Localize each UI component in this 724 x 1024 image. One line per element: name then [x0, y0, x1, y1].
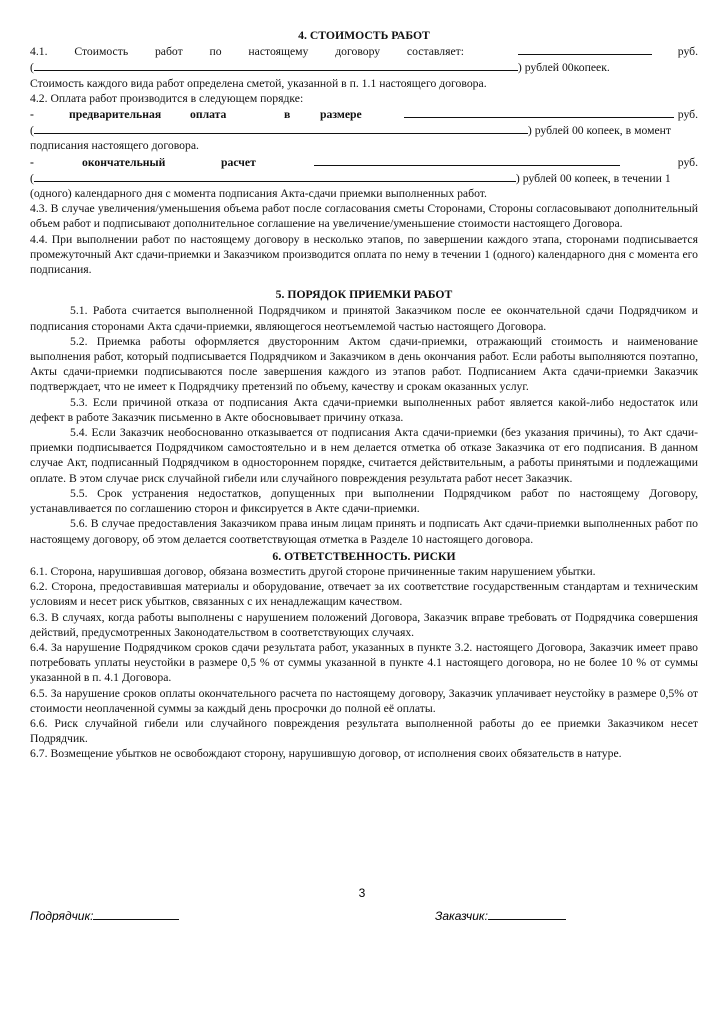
final-amount-field[interactable]: [314, 154, 620, 166]
final-payment-row: - окончательный расчет руб.: [30, 155, 698, 169]
prepayment-cont: подписания настоящего договора.: [30, 139, 199, 153]
clause-6-2: 6.2. Сторона, предоставившая материалы и оборудование, отвечает за их соответствие государственным стандартам и техническим условиям и несет риск убытков, связанных с их ненадлежащим качеством.: [30, 580, 698, 609]
clause-4-1-words: ( ) рублей 00копеек.: [30, 61, 610, 75]
clause-4-1-text: 4.1. Стоимость работ по настоящему договору составляет:: [30, 45, 464, 59]
total-price-field[interactable]: [518, 43, 652, 55]
contractor-signature: [30, 907, 179, 923]
clause-6-1: 6.1. Сторона, нарушившая договор, обязана возместить другой стороне причиненные таким нарушением убытки.: [30, 564, 596, 578]
rub-label: руб.: [677, 45, 698, 59]
final-cont: (одного) календарного дня с момента подписания Акта-сдачи приемки выполненных работ.: [30, 187, 487, 201]
prepayment-words-row: ( ) рублей 00 копеек, в момент: [30, 124, 672, 138]
clause-5-2: 5.2. Приемка работы оформляется двусторонним Актом сдачи-приемки, отражающий стоимость и наименование выполнения работ, который подписывается Подрядчиком и Заказчиком в день окончания работ. Если работы выполняются поэтапно, Акты сдачи-приемки подписываются после завершения каждого из этапов работ. Подписанием Акта сдачи-приемки Заказчик подтверждает, что не имеет к Подрядчику претензий по объему, качеству и срокам оказанных услуг.: [30, 334, 698, 394]
customer-signature-line[interactable]: [488, 907, 566, 920]
clause-6-5: 6.5. За нарушение сроков оплаты окончательного расчета по настоящему договору, Заказчик уплачивает неустойку в размере 0,5% от стоимости неоплаченной суммы за каждый день просрочки до полной её оплаты.: [30, 686, 698, 715]
section-5-title: 5. ПОРЯДОК ПРИЕМКИ РАБОТ: [275, 288, 453, 302]
clause-4-3: 4.3. В случае увеличения/уменьшения объема работ после согласования сметы Сторонами, Стороны согласовывают дополнительный объем работ и подписывают дополнительное соглашение на увеличение/уменьшение стоимости настоящего Договора.: [30, 202, 698, 231]
total-price-words-field[interactable]: [34, 59, 518, 71]
clause-5-5: 5.5. Срок устранения недостатков, допущенных при выполнении Подрядчиком работ по настоящему Договору, устанавливается по соглашению сторон и фиксируется в Акте сдачи-приемки.: [30, 486, 698, 516]
clause-6-7: 6.7. Возмещение убытков не освобождают сторону, нарушившую договор, от исполнения своих обязательств в натуре.: [30, 747, 622, 761]
clause-6-4: 6.4. За нарушение Подрядчиком сроков сдачи результата работ, указанных в пункте 3.2. настоящего Договора, Заказчик имеет право потребовать уплаты неустойки в размере 0,5 % от суммы указанной в пункте 4.1 настоящего договора, но не более 10 % от суммы указанной в п. 4.1 Договора.: [30, 640, 698, 685]
final-words-row: ( ) рублей 00 копеек, в течении 1: [30, 171, 671, 185]
clause-4-2: 4.2. Оплата работ производится в следующем порядке:: [30, 91, 304, 105]
clause-5-1: 5.1. Работа считается выполненной Подрядчиком и принятой Заказчиком после ее окончательной сдачи Подрядчиком и подписания сторонами Акта сдачи-приемки, являющегося неотъемлемой частью настоящего Договора.: [30, 304, 698, 333]
customer-label: Заказчик:: [435, 909, 488, 923]
section-6-title: 6. ОТВЕТСТВЕННОСТЬ. РИСКИ: [272, 549, 456, 563]
clause-6-3: 6.3. В случаях, когда работы выполнены с нарушением положений Договора, Заказчик вправе требовать от Подрядчика совершения действий, предусмотренных Законодательством в соответствующих случаях.: [30, 610, 698, 639]
customer-signature: [435, 907, 566, 923]
clause-4-1-note: Стоимость каждого вида работ определена сметой, указанной в п. 1.1 настоящего договора.: [30, 76, 487, 90]
clause-4-1: [30, 43, 698, 59]
clause-5-6: 5.6. В случае предоставления Заказчиком права иным лицам принять и подписать Акт сдачи-приемки выполненных работ по настоящему договору, об этом делается соответствующая отметка в Разделе 10 настоящего договора.: [30, 517, 698, 546]
final-words-field[interactable]: [34, 170, 516, 182]
clause-5-4: 5.4. Если Заказчик необоснованно отказывается от подписания Акта сдачи-приемки (без указания причины), то Акт сдачи-приемки подписывается Подрядчиком самостоятельно и в нем делается отметка об отказе Заказчика от его подписания. В данном случае Акт, подписанный Подрядчиком в одностороннем порядке, считается действительным, а работы принятыми и подлежащими оплате. В этом случае риск случайной гибели или случайного повреждения результата работ несет Заказчик.: [30, 426, 698, 485]
section-4-title: 4. СТОИМОСТЬ РАБОТ: [298, 29, 430, 42]
clause-6-6: 6.6. Риск случайной гибели или случайного повреждения результата выполненной работы до ее приемки Заказчиком несет Подрядчик.: [30, 716, 698, 746]
prepayment-words-field[interactable]: [34, 122, 528, 134]
page-number: 3: [358, 886, 366, 900]
document-page: [30, 28, 698, 762]
clause-4-4: 4.4. При выполнении работ по настоящему договору в несколько этапов, по завершении каждого этапа, сторонами подписывается промежуточный Акт сдачи-приемки и Заказчиком производится оплата по нему в течении 1 (одного) календарного дня с момента его подписания.: [30, 232, 698, 277]
contractor-label: Подрядчик:: [30, 909, 94, 923]
contractor-signature-line[interactable]: [93, 907, 179, 920]
clause-5-3: 5.3. Если причиной отказа от подписания Акта сдачи-приемки выполненных работ является какой-либо недостаток или дефект в работе Заказчик письменно в Акте обосновывает причину отказа.: [30, 395, 698, 424]
prepayment-row: - предварительная оплата в размере руб.: [30, 108, 698, 122]
prepayment-amount-field[interactable]: [404, 106, 674, 118]
